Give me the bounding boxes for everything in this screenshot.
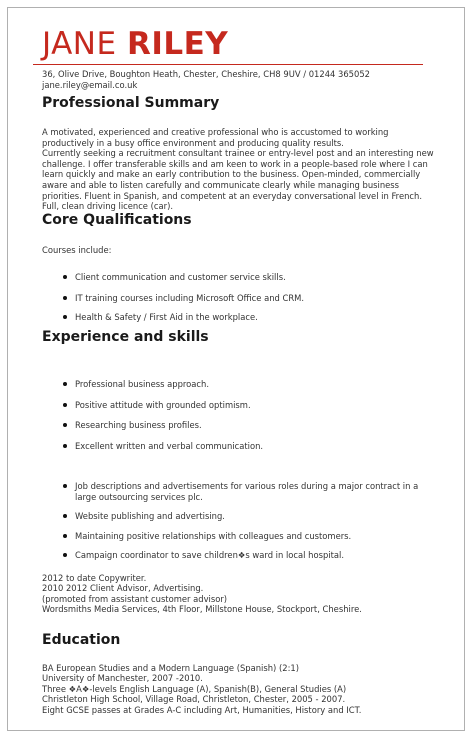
experience-heading: Experience and skills [42, 329, 209, 345]
experience-item: Positive attitude with grounded optimism. [75, 400, 251, 410]
experience-item: Website publishing and advertising. [75, 511, 225, 521]
experience-item: Researching business profiles. [75, 420, 202, 430]
bullet-icon [63, 534, 67, 538]
bullet-icon [63, 484, 67, 488]
qualifications-heading: Core Qualifications [42, 212, 192, 228]
history-line: Wordsmiths Media Services, 4th Floor, Millstone House, Stockport, Cheshire. [42, 604, 362, 615]
candidate-name [42, 26, 228, 62]
summary-line: productively in a busy office environment and producing quality results. [42, 137, 344, 148]
email-line: jane.riley@email.co.uk [42, 80, 138, 90]
summary-line: Currently seeking a recruitment consultant trainee or entry-level post and an interesting new [42, 148, 434, 159]
page-border [7, 7, 465, 731]
education-line: University of Manchester, 2007 -2010. [42, 673, 203, 684]
education-heading: Education [42, 632, 121, 648]
bullet-icon [63, 275, 67, 279]
experience-item: Maintaining positive relationships with colleagues and customers. [75, 531, 352, 541]
history-line: 2012 to date Copywriter. [42, 573, 147, 583]
summary-line: priorities. Fluent in Spanish, and competent at an everyday conversational level in French. [42, 190, 422, 201]
education-line: Christleton High School, Village Road, Christleton, Chester, 2005 - 2007. [42, 694, 346, 705]
education-line: BA European Studies and a Modern Language (Spanish) (2:1) [42, 663, 299, 673]
bullet-icon [63, 423, 67, 427]
experience-item: large outsourcing services plc. [75, 491, 203, 502]
experience-item: Campaign coordinator to save children❖s ward in local hospital. [75, 550, 344, 560]
courses-intro: Courses include: [42, 245, 112, 255]
last-name: RILEY [126, 26, 229, 62]
experience-item: Professional business approach. [75, 379, 210, 389]
education-line: Eight GCSE passes at Grades A-C including Art, Humanities, History and ICT. [42, 704, 362, 715]
qualification-item: Client communication and customer service skills. [75, 272, 286, 282]
qualification-item: IT training courses including Microsoft Office and CRM. [75, 293, 305, 303]
bullet-icon [63, 403, 67, 407]
experience-item: Excellent written and verbal communication. [75, 441, 264, 451]
summary-line: learn quickly and make an early contribution to the business. Open-minded, commercially [42, 169, 421, 180]
history-line: 2010 2012 Client Advisor, Advertising. [42, 583, 204, 594]
bullet-icon [63, 382, 67, 386]
bullet-icon [63, 315, 67, 319]
education-line: Three ❖A❖-levels English Language (A), Spanish(B), General Studies (A) [42, 683, 347, 694]
bullet-icon [63, 296, 67, 300]
experience-item: Job descriptions and advertisements for various roles during a major contract in a [75, 481, 419, 491]
summary-line: aware and able to listen carefully and communicate clearly while managing business [42, 180, 400, 190]
bullet-icon [63, 514, 67, 518]
bullet-icon [63, 444, 67, 448]
bullet-icon [63, 553, 67, 557]
summary-line: challenge. I offer transferable skills and am keen to work in a people-based role where I can [42, 158, 428, 169]
header-rule [33, 64, 423, 65]
qualification-item: Health & Safety / First Aid in the workplace. [75, 312, 258, 322]
summary-line: A motivated, experienced and creative professional who is accustomed to working [42, 127, 389, 137]
summary-line: Full, clean driving licence (car). [42, 201, 174, 212]
history-line: (promoted from assistant customer advisor) [42, 593, 228, 604]
address-line: 36, Olive Drive, Boughton Heath, Chester, Cheshire, CH8 9UV / 01244 365052 [42, 69, 370, 79]
first-name: JANE [42, 26, 117, 62]
summary-heading: Professional Summary [42, 95, 220, 111]
